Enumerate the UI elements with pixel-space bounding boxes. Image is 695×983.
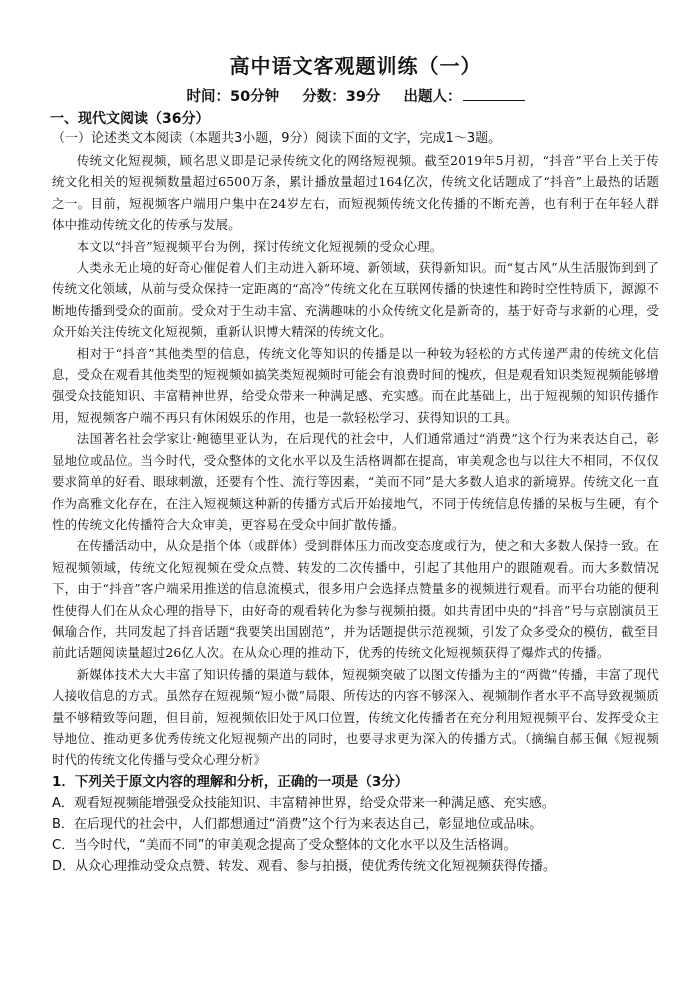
passage-paragraph: 相对于“抖音”其他类型的信息，传统文化等知识的传播是以一种较为轻松的方式传递严肃的传统文化信息，受众在观看其他类型的短视频如搞笑类短视频时可能会有浪费时间的愧疚，但是观看知识类短视频能够增强受众技能知识、丰富精神世界，给受众带来一种满足感、充实感。而在此基础上，出于短视频的知识传播作用，短视频客户端不再只有休闲娱乐的作用，也是一款轻松学习、获得知识的工具。 (52, 345, 659, 425)
reading-passage (52, 150, 659, 771)
section-heading: 一、现代文阅读（36分） (50, 111, 210, 127)
question-1-option-d[interactable]: D．从众心理推动受众点赞、转发、观看、参与拍摄，使优秀传统文化短视频获得传播。 (52, 858, 557, 874)
passage-paragraph: 在传播活动中，从众是指个体（或群体）受到群体压力而改变态度或行为，使之和大多数人保持一致。在短视频领域，传统文化短视频在受众点赞、转发的二次传播中，引起了其他用户的跟随观看。而大多数情况下，由于“抖音”客户端采用推送的信息流模式，很多用户会选择点赞量多的视频进行观看。而平台功能的便利性使得人们在从众心理的指导下，由好奇的观看转化为参与视频拍摄。如共青团中央的“抖音”号与京剧演员王佩瑜合作，共同发起了抖音话题“我要笑出国剧范”，并为话题提供示范视频，引发了众多受众的模仿，截至目前此话题阅读量超过26亿人次。在从众心理的推动下，优秀的传统文化短视频获得了爆炸式的传播。 (52, 538, 659, 661)
author-blank (463, 86, 525, 101)
passage-paragraph: 人类永无止境的好奇心催促着人们主动进入新环境、新领域，获得新知识。而“复古风”从生活服饰到到了传统文化领域，从前与受众保持一定距离的“高冷”传统文化在互联网传播的快速性和跨时空性特质下，源源不断地传播到受众的面前。受众对于生动丰富、充满趣味的小众传统文化是新奇的，基于好奇与求新的心理，受众开始关注传统文化短视频，重新认识博大精深的传统文化。 (52, 260, 659, 340)
passage-citation: （摘编自郝玉佩《短视频时代的传统文化传播与受众心理分析》 (52, 730, 660, 768)
passage-paragraph-last (52, 664, 659, 771)
question-1-option-a[interactable]: A．观看短视频能增强受众技能知识、丰富精神世界，给受众带来一种满足感、充实感。 (52, 795, 555, 811)
page-title: 高中语文客观题训练（一） (229, 54, 482, 78)
passage-paragraph: 本文以“抖音”短视频平台为例，探讨传统文化短视频的受众心理。 (76, 238, 443, 254)
author-label: 出题人： (403, 89, 462, 105)
score-label: 分数：39分 (302, 89, 381, 105)
passage-last-text: 新媒体技术大大丰富了知识传播的渠道与载体，短视频突破了以图文传播为主的“两微”传播，丰富了现代人接收信息的方式。虽然存在短视频“短小微”局限、所传达的内容不够深入、视频制作者水平不高导致视频质量不够精致等问题，但目前，短视频依旧处于风口位置，传统文化传播者在充分利用短视频平台、发挥受众主导地位、推动更多优秀传统文化短视频产出的同时，也要寻求更为深入的传播方式。 (52, 666, 659, 746)
passage-paragraph: 传统文化短视频，顾名思义即是记录传统文化的网络短视频。截至2019年5月初，“抖音”平台上关于传统文化相关的短视频数量超过6500万条，累计播放量超过164亿次，传统文化话题成了“抖音”上最热的话题之一。目前，短视频客户端用户集中在24岁左右，而短视频传统文化传播的不断充善，也有利于在年轻人群体中推动传统文化的传承与发展。 (52, 153, 659, 233)
passage-paragraph: 法国著名社会学家让·鲍德里亚认为，在后现代的社会中，人们通常通过“消费”这个行为来表达自己，彰显地位或品位。当今时代，受众整体的文化水平以及生活格调都在提高，审美观念也与以往大不相同，不仅仅要求简单的好看、眼球刺激，还要有个性、流行等因素，“美而不同”是大多数人追求的新境界。传统文化一直作为高雅文化存在，在注入短视频这种新的传播方式后开始接地气，不同于传统信息传播的呆板与生硬，有个性的传统文化传播符合大众审美，更容易在受众中间扩散传播。 (52, 431, 659, 532)
question-1-option-c[interactable]: C．当今时代，“美而不同”的审美观念提高了受众整体的文化水平以及生活格调。 (52, 837, 517, 853)
question-1-stem: 1．下列关于原文内容的理解和分析，正确的一项是（3分） (52, 773, 409, 790)
time-label: 时间：50分钟 (186, 89, 280, 105)
exam-info (52, 86, 659, 108)
question-1-option-b[interactable]: B．在后现代的社会中，人们都想通过“消费”这个行为来表达自己，彰显地位或品味。 (52, 816, 543, 832)
section-intro: （一）论述类文本阅读（本题共3小题，9分）阅读下面的文字，完成1～3题。 (52, 131, 502, 146)
